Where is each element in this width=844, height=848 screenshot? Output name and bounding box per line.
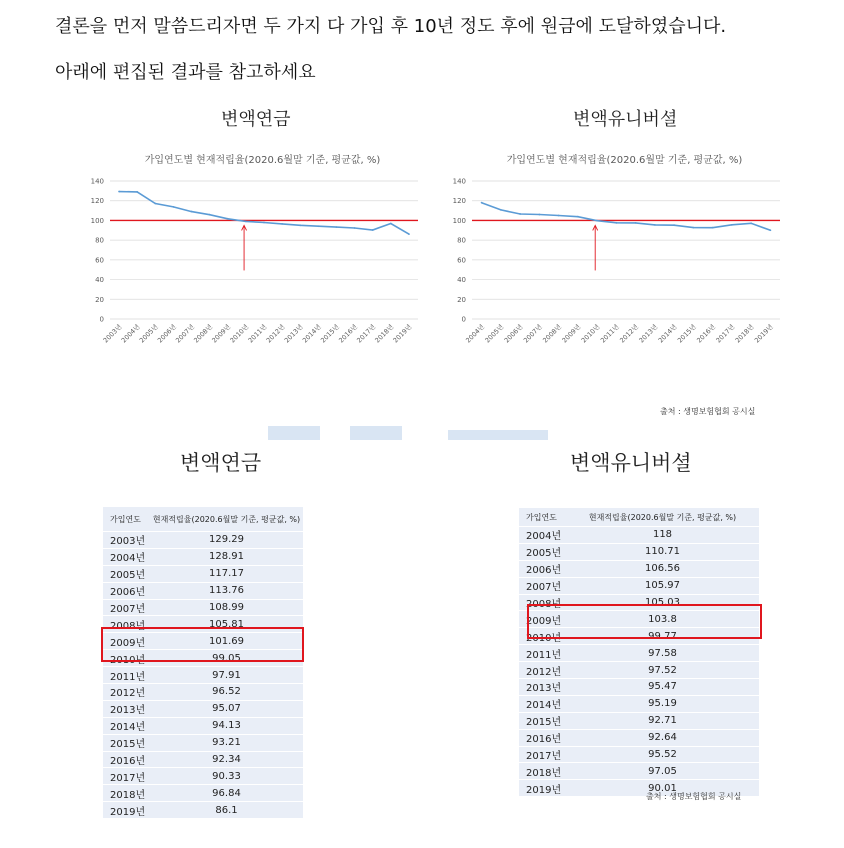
x-tick-label: 2016년: [337, 322, 360, 345]
row-value: 95.07: [150, 700, 303, 717]
data-point: [673, 224, 675, 226]
y-tick-label: 100: [90, 216, 104, 225]
table-row: [519, 662, 759, 679]
data-point: [577, 216, 579, 218]
table-row: [103, 684, 303, 701]
data-point: [118, 191, 120, 193]
right-chart-title: 변액유니버셜: [573, 109, 678, 130]
row-value: 95.47: [566, 679, 759, 696]
row-year: 2015년: [103, 734, 150, 751]
data-point: [731, 224, 733, 226]
row-value: 97.52: [566, 662, 759, 679]
header-year: 가입연도: [519, 508, 566, 527]
row-year: 2013년: [103, 700, 150, 717]
row-value: 92.34: [150, 751, 303, 768]
x-tick-label: 2007년: [521, 322, 544, 345]
data-point: [227, 218, 229, 220]
x-tick-label: 2018년: [733, 322, 756, 345]
row-value: 113.76: [150, 582, 303, 599]
row-year: 2010년: [103, 650, 150, 667]
row-year: 2017년: [519, 746, 566, 763]
row-year: 2011년: [519, 645, 566, 662]
data-point: [209, 214, 211, 216]
row-year: 2012년: [519, 662, 566, 679]
row-year: 2006년: [103, 582, 150, 599]
table-row: [103, 599, 303, 616]
up-arrow-icon: [593, 225, 598, 270]
chart-source-note: 출처 : 생명보험협회 공시실: [660, 407, 756, 416]
up-arrow-icon: [242, 225, 247, 270]
x-tick-label: 2017년: [714, 322, 737, 345]
table-row: [519, 527, 759, 544]
row-year: 2018년: [103, 785, 150, 802]
data-point: [154, 203, 156, 205]
table-row: [519, 679, 759, 696]
data-point: [558, 215, 560, 217]
chart-title: 가입연도별 현재적립율(2020.6월말 기준, 평균값, %): [144, 155, 381, 166]
y-tick-label: 40: [457, 276, 466, 285]
table-row: [103, 717, 303, 734]
x-tick-label: 2010년: [579, 322, 602, 345]
data-point: [317, 225, 319, 227]
header-value: 현재적립율(2020.6월말 기준, 평균값, %): [150, 507, 303, 532]
data-point: [173, 206, 175, 208]
x-tick-label: 2006년: [156, 322, 178, 345]
data-point: [354, 227, 356, 229]
table-row: [103, 700, 303, 717]
table-row: [103, 532, 303, 549]
x-tick-label: 2011년: [246, 322, 269, 345]
table-row: [519, 645, 759, 662]
y-tick-label: 120: [90, 197, 104, 206]
x-tick-label: 2008년: [541, 322, 564, 345]
row-year: 2008년: [519, 594, 566, 611]
x-tick-label: 2008년: [192, 322, 215, 345]
y-tick-label: 0: [99, 315, 104, 324]
left-rate-table: [103, 507, 303, 819]
y-tick-label: 0: [461, 315, 466, 324]
row-year: 2017년: [103, 768, 150, 785]
table-row: [519, 543, 759, 560]
row-year: 2015년: [519, 712, 566, 729]
table-header-row: [103, 507, 303, 532]
row-year: 2004년: [519, 527, 566, 544]
row-year: 2012년: [103, 684, 150, 701]
left-chart-title: 변액연금: [221, 109, 291, 130]
intro-line-1: 결론을 먼저 말씀드리자면 두 가지 다 가입 후 10년 정도 후에 원금에 도달하였습니다.: [55, 16, 727, 37]
row-value: 97.58: [566, 645, 759, 662]
x-tick-label: 2016년: [695, 322, 718, 345]
data-point: [336, 226, 338, 228]
table-row: [103, 582, 303, 599]
data-point: [519, 213, 521, 215]
header-year: 가입연도: [103, 507, 150, 532]
y-tick-label: 60: [95, 256, 104, 265]
row-year: 2014년: [103, 717, 150, 734]
y-tick-label: 20: [457, 295, 466, 304]
x-tick-label: 2010년: [228, 322, 251, 345]
row-value: 93.21: [150, 734, 303, 751]
y-tick-label: 80: [95, 236, 104, 245]
left-highlight-box: [101, 627, 304, 662]
row-value: 99.05: [150, 650, 303, 667]
y-tick-label: 80: [457, 236, 466, 245]
row-year: 2005년: [103, 565, 150, 582]
row-year: 2008년: [103, 616, 150, 633]
data-point: [390, 223, 392, 225]
row-year: 2003년: [103, 532, 150, 549]
table-row: [519, 577, 759, 594]
row-value: 106.56: [566, 560, 759, 577]
table-row: [103, 548, 303, 565]
left-table-title: 변액연금: [180, 451, 262, 475]
row-value: 110.71: [566, 543, 759, 560]
data-point: [481, 202, 483, 204]
x-tick-label: 2009년: [560, 322, 583, 345]
right-table-title: 변액유니버셜: [570, 451, 692, 475]
row-value: 103.8: [566, 611, 759, 628]
row-year: 2016년: [519, 729, 566, 746]
intro-line-2: 아래에 편집된 결과를 참고하세요: [55, 62, 316, 83]
row-value: 105.97: [566, 577, 759, 594]
y-tick-label: 60: [457, 256, 466, 265]
data-point: [769, 229, 771, 231]
x-tick-label: 2005년: [137, 322, 160, 345]
row-year: 2019년: [103, 802, 150, 819]
left-line-chart: [82, 145, 427, 355]
x-tick-label: 2015년: [319, 322, 341, 345]
row-value: 108.99: [150, 599, 303, 616]
table-row: [519, 763, 759, 780]
right-line-chart: [444, 145, 789, 355]
row-value: 97.05: [566, 763, 759, 780]
row-value: 95.19: [566, 695, 759, 712]
row-value: 92.71: [566, 712, 759, 729]
data-point: [191, 211, 193, 213]
table-row: [103, 785, 303, 802]
row-value: 92.64: [566, 729, 759, 746]
x-tick-label: 2009년: [210, 322, 233, 345]
right-highlight-box: [527, 604, 762, 639]
series-line: [119, 192, 409, 235]
y-tick-label: 140: [90, 177, 104, 186]
data-point: [596, 220, 598, 222]
series-line: [482, 203, 771, 231]
x-tick-label: 2005년: [483, 322, 506, 345]
y-tick-label: 40: [95, 276, 104, 285]
data-point: [263, 222, 265, 224]
row-value: 117.17: [150, 565, 303, 582]
row-year: 2016년: [103, 751, 150, 768]
row-value: 97.91: [150, 667, 303, 684]
x-tick-label: 2019년: [391, 322, 414, 345]
row-value: 94.13: [150, 717, 303, 734]
table-row: [519, 712, 759, 729]
table-header-row: [519, 508, 759, 527]
chart-title: 가입연도별 현재적립율(2020.6월말 기준, 평균값, %): [506, 155, 743, 166]
x-tick-label: 2007년: [174, 322, 196, 345]
row-year: 2010년: [519, 628, 566, 645]
x-tick-label: 2003년: [101, 322, 124, 345]
row-value: 129.29: [150, 532, 303, 549]
data-point: [654, 224, 656, 226]
row-value: 90.01: [566, 780, 759, 797]
table-row: [103, 734, 303, 751]
table-row: [103, 802, 303, 819]
row-value: 118: [566, 527, 759, 544]
row-value: 96.52: [150, 684, 303, 701]
data-point: [538, 214, 540, 216]
row-value: 99.77: [566, 628, 759, 645]
table-row: [103, 667, 303, 684]
data-point: [750, 222, 752, 224]
row-value: 101.69: [150, 633, 303, 650]
x-tick-label: 2012년: [618, 322, 641, 345]
row-year: 2011년: [103, 667, 150, 684]
x-tick-label: 2004년: [464, 322, 487, 345]
table-row: [103, 751, 303, 768]
data-point: [635, 222, 637, 224]
table-row: [103, 768, 303, 785]
data-point: [372, 229, 374, 231]
x-tick-label: 2006년: [502, 322, 525, 345]
row-year: 2009년: [519, 611, 566, 628]
row-year: 2014년: [519, 695, 566, 712]
right-rate-table: [519, 508, 759, 797]
y-tick-label: 140: [452, 177, 466, 186]
row-value: 86.1: [150, 802, 303, 819]
data-point: [281, 223, 283, 225]
header-value: 현재적립율(2020.6월말 기준, 평균값, %): [566, 508, 759, 527]
row-value: 90.33: [150, 768, 303, 785]
row-year: 2005년: [519, 543, 566, 560]
y-tick-label: 100: [452, 216, 466, 225]
row-year: 2019년: [519, 780, 566, 797]
table-row: [519, 746, 759, 763]
x-tick-label: 2013년: [637, 322, 660, 345]
row-year: 2018년: [519, 763, 566, 780]
table-row: [519, 695, 759, 712]
row-year: 2013년: [519, 679, 566, 696]
row-value: 128.91: [150, 548, 303, 565]
x-tick-label: 2013년: [282, 322, 305, 345]
x-tick-label: 2017년: [355, 322, 378, 345]
data-point: [299, 224, 301, 226]
x-tick-label: 2015년: [675, 322, 698, 345]
data-point: [712, 227, 714, 229]
data-point: [692, 227, 694, 229]
x-tick-label: 2019년: [752, 322, 775, 345]
table-row: [519, 729, 759, 746]
table-row: [519, 560, 759, 577]
y-tick-label: 20: [95, 295, 104, 304]
x-tick-label: 2004년: [119, 322, 142, 345]
x-tick-label: 2011년: [598, 322, 621, 345]
data-point: [136, 191, 138, 193]
data-point: [500, 209, 502, 211]
row-value: 96.84: [150, 785, 303, 802]
row-value: 105.81: [150, 616, 303, 633]
table-row: [103, 565, 303, 582]
x-tick-label: 2018년: [373, 322, 396, 345]
data-point: [408, 233, 410, 235]
row-year: 2007년: [519, 577, 566, 594]
row-year: 2007년: [103, 599, 150, 616]
left-chart-svg: [82, 145, 427, 355]
right-chart-svg: [444, 145, 789, 355]
data-point: [245, 220, 247, 222]
row-year: 2006년: [519, 560, 566, 577]
data-point: [615, 222, 617, 224]
row-value: 105.03: [566, 594, 759, 611]
x-tick-label: 2014년: [656, 322, 679, 345]
row-value: 95.52: [566, 746, 759, 763]
y-tick-label: 120: [452, 197, 466, 206]
x-tick-label: 2012년: [264, 322, 287, 345]
watermark: [268, 426, 588, 442]
x-tick-label: 2014년: [300, 322, 323, 345]
row-year: 2009년: [103, 633, 150, 650]
table-source-note: 출처 : 생명보험협회 공시실: [646, 792, 742, 801]
row-year: 2004년: [103, 548, 150, 565]
